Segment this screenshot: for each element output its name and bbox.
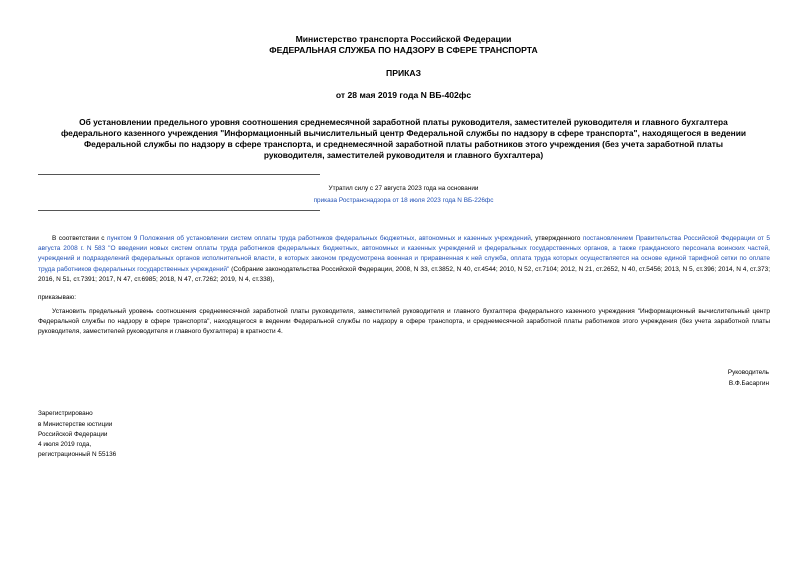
registration-line-4: 4 июля 2019 года, (38, 441, 92, 448)
document-title-line-4: руководителя, заместителей руководителя и главного бухгалтера) (263, 150, 544, 160)
registration-line-5: регистрационный N 55136 (38, 451, 117, 458)
government-resolution-link[interactable]: постановлением Правительства Российской Федерации от 5 августа 2008 г. N 583 "О введении новых систем оплаты труда работников федеральных бюджетных, автономных и казенных учреждений и федеральных государственных органов, а также гражданского персонала воинских частей, учреждений и подразделений федеральных органов исполнительной власти, в которых законом предусмотрена военная и приравненная к ней служба, оплата труда которых осуществляется на основе единой тарифной сетки по оплате труда работников федеральных государственных учреждений" (38, 235, 771, 273)
regulation-clause-link[interactable]: пунктом 9 Положения об установлении систем оплаты труда работников федеральных бюджетных, автономных и казенных учреждений (107, 235, 531, 242)
signature-role: Руководитель (727, 369, 769, 376)
divider-bottom (38, 210, 320, 211)
preamble-paragraph (38, 234, 770, 285)
document-type: ПРИКАЗ (386, 68, 421, 78)
divider-top (38, 174, 320, 175)
preamble-start: В соответствии с (52, 235, 105, 242)
registration-line-2: в Министерстве юстиции (38, 421, 113, 428)
service-name: ФЕДЕРАЛЬНАЯ СЛУЖБА ПО НАДЗОРУ В СФЕРЕ ТРАНСПОРТА (269, 45, 538, 55)
preamble-middle: , утвержденного (530, 235, 581, 242)
signature-name: В.Ф.Басаргин (728, 380, 769, 387)
ministry-name: Министерство транспорта Российской Федерации (295, 34, 512, 44)
document-date-number: от 28 мая 2019 года N ВБ-402фс (335, 90, 472, 100)
document-title-line-2: федерального казенного учреждения "Информационный вычислительный центр Федеральной службы по надзору в сфере транспорта", находящегося в ведении (60, 128, 747, 138)
order-body-paragraph: Установить предельный уровень соотношения среднемесячной заработной платы руководителя, заместителей руководителя и главного бухгалтера федерального казенного учреждения "Информационный вычислительный центр Федеральной службы по надзору в сфере транспорта", находящегося в ведении Федеральной службы по надзору в сфере транспорта, и среднемесячной заработной платы работников этого учреждения (без учета заработной платы руководителя, заместителей руководителя и главного бухгалтера) в кратности 4. (38, 308, 770, 336)
document-title-line-3: Федеральной службы по надзору в сфере транспорта, и среднемесячной заработной платы работников этого учреждения (без учета заработной платы (83, 139, 724, 149)
registration-line-1: Зарегистрировано (38, 410, 93, 417)
preamble-end: (Собрание законодательства Российской Федерации, 2008, N 33, ст.3852, N 40, ст.4544; 2010, N 52, ст.7104; 2012, N 21, ст.2652, N 40, ст.5456; 2013, N 5, ст.396; 2014, N 4, ст.373; 2016, N 51, ст.7391; 2017, N 47, ст.6985; 2018, N 47, ст.7262; 2019, N 4, ст.338), (38, 265, 770, 283)
order-word: приказываю: (38, 294, 76, 301)
document-title-line-1: Об установлении предельного уровня соотношения среднемесячной заработной платы руководителя, заместителей руководителя и главного бухгалтера (79, 117, 728, 127)
registration-line-3: Российской Федерации (38, 431, 108, 438)
status-line-1: Утратил силу с 27 августа 2023 года на основании (328, 185, 479, 192)
repeal-order-link[interactable]: приказа Ространснадзора от 18 июля 2023 года N ВБ-226фс (313, 197, 494, 204)
